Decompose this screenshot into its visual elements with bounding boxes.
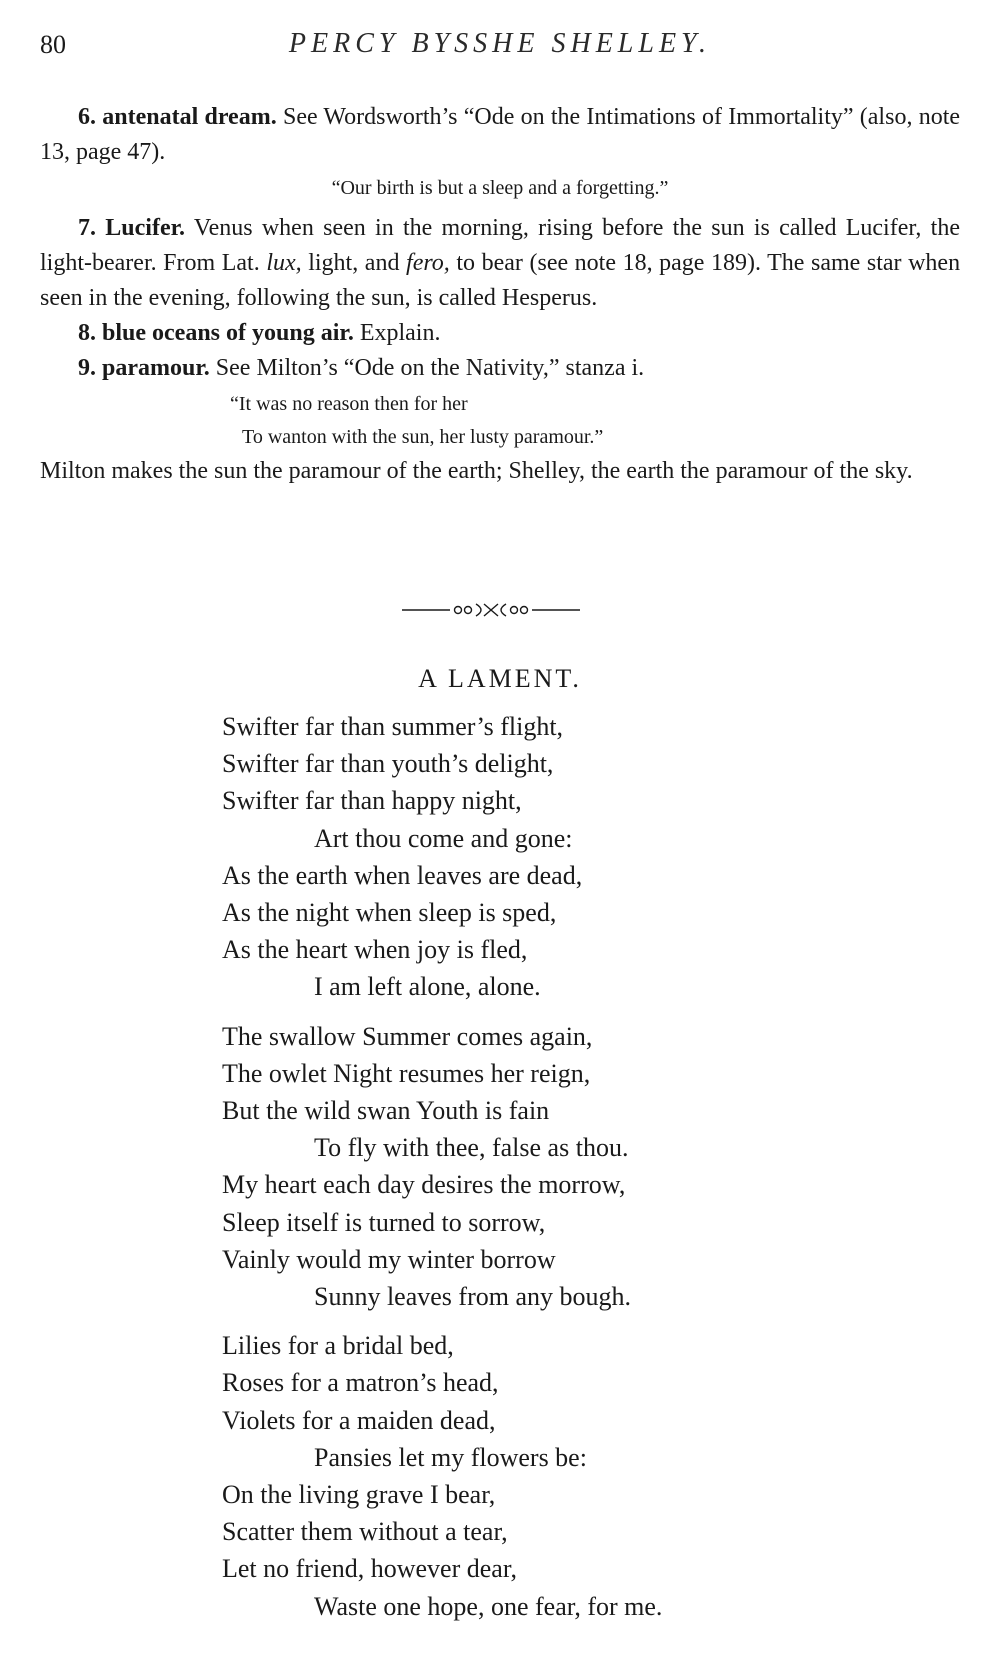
verse-line: Vainly would my winter borrow xyxy=(222,1244,556,1274)
verse-line: Sunny leaves from any bough. xyxy=(314,1282,632,1312)
verse-line: I am left alone, alone. xyxy=(314,972,541,1002)
verse-line: Scatter them without a tear, xyxy=(222,1517,508,1547)
note-7-number: 7. xyxy=(78,215,96,241)
verse-line: Roses for a matron’s head, xyxy=(222,1368,499,1398)
verse-line: Swifter far than happy night, xyxy=(222,786,522,816)
note-9-term: paramour. xyxy=(102,355,210,381)
note-9-number: 9. xyxy=(78,355,96,381)
note-9-quote-line: To wanton with the sun, her lusty paramour.” xyxy=(242,426,604,448)
stanza-1 xyxy=(222,708,662,1006)
stanza-3 xyxy=(222,1327,662,1625)
note-7-term: Lucifer. xyxy=(105,215,186,241)
note-6-term: antenatal dream. xyxy=(102,104,277,130)
note-8-number: 8. xyxy=(78,320,96,346)
verse-line: Lilies for a bridal bed, xyxy=(222,1331,454,1361)
verse-line: On the living grave I bear, xyxy=(222,1480,496,1510)
note-6 xyxy=(40,100,960,170)
page-number: 80 xyxy=(40,30,66,59)
note-7-text-c: to bear (see note 18, page 189). The same star when seen in the evening, following the sun, is called Hesperus. xyxy=(40,250,961,311)
verse-line: As the earth when leaves are dead, xyxy=(222,860,583,890)
note-9-comment: Milton makes the sun the paramour of the earth; Shelley, the earth the paramour of the sky. xyxy=(40,458,913,484)
note-9 xyxy=(40,351,960,386)
note-8 xyxy=(40,316,960,351)
note-9-text: See Milton’s “Ode on the Nativity,” stanza i. xyxy=(215,355,645,381)
stanza-2 xyxy=(222,1018,662,1316)
verse-line: Art thou come and gone: xyxy=(314,823,573,853)
note-7-fero: fero, xyxy=(406,250,450,276)
verse-line: To fly with thee, false as thou. xyxy=(314,1133,629,1163)
note-6-text-cont: Immortality” (also, note 13, page 47). xyxy=(40,104,961,165)
poem-body xyxy=(222,708,662,1625)
note-7-text-b: light, and xyxy=(308,250,400,276)
verse-line: As the heart when joy is fled, xyxy=(222,935,528,965)
note-6-text: See Wordsworth’s “Ode on the Intimations of xyxy=(282,104,722,130)
running-title: PERCY BYSSHE SHELLEY. xyxy=(288,28,712,59)
verse-line: The owlet Night resumes her reign, xyxy=(222,1058,591,1088)
verse-line: My heart each day desires the morrow, xyxy=(222,1170,626,1200)
verse-line: Swifter far than summer’s flight, xyxy=(222,712,564,741)
verse-line: Violets for a maiden dead, xyxy=(222,1405,496,1435)
verse-line: As the night when sleep is sped, xyxy=(222,898,557,928)
verse-line: Sleep itself is turned to sorrow, xyxy=(222,1207,546,1237)
section-ornament xyxy=(0,598,1000,622)
verse-line: Swifter far than youth’s delight, xyxy=(222,749,554,779)
note-7-text-a: Venus when seen in the morning, rising before the sun is called Lucifer, the light-bearer. From Lat. xyxy=(40,215,960,276)
running-head xyxy=(40,22,960,62)
verse-line: But the wild swan Youth is fain xyxy=(222,1096,550,1126)
verse-line: Let no friend, however dear, xyxy=(222,1554,517,1584)
verse-line: The swallow Summer comes again, xyxy=(222,1021,593,1051)
verse-line: Waste one hope, one fear, for me. xyxy=(314,1591,663,1621)
note-7 xyxy=(40,211,960,316)
poem-title: A LAMENT. xyxy=(418,664,582,693)
note-6-quote: “Our birth is but a sleep and a forgetting.” xyxy=(331,177,669,199)
verse-line: Pansies let my flowers be: xyxy=(314,1442,587,1472)
note-9-quote xyxy=(40,388,960,454)
note-6-number: 6. xyxy=(78,104,96,130)
note-8-text: Explain. xyxy=(359,320,441,346)
note-7-lux: lux, xyxy=(266,250,302,276)
notes-section xyxy=(40,100,960,489)
note-9-quote-line: “It was no reason then for her xyxy=(230,393,468,415)
note-8-term: blue oceans of young air. xyxy=(102,320,354,346)
